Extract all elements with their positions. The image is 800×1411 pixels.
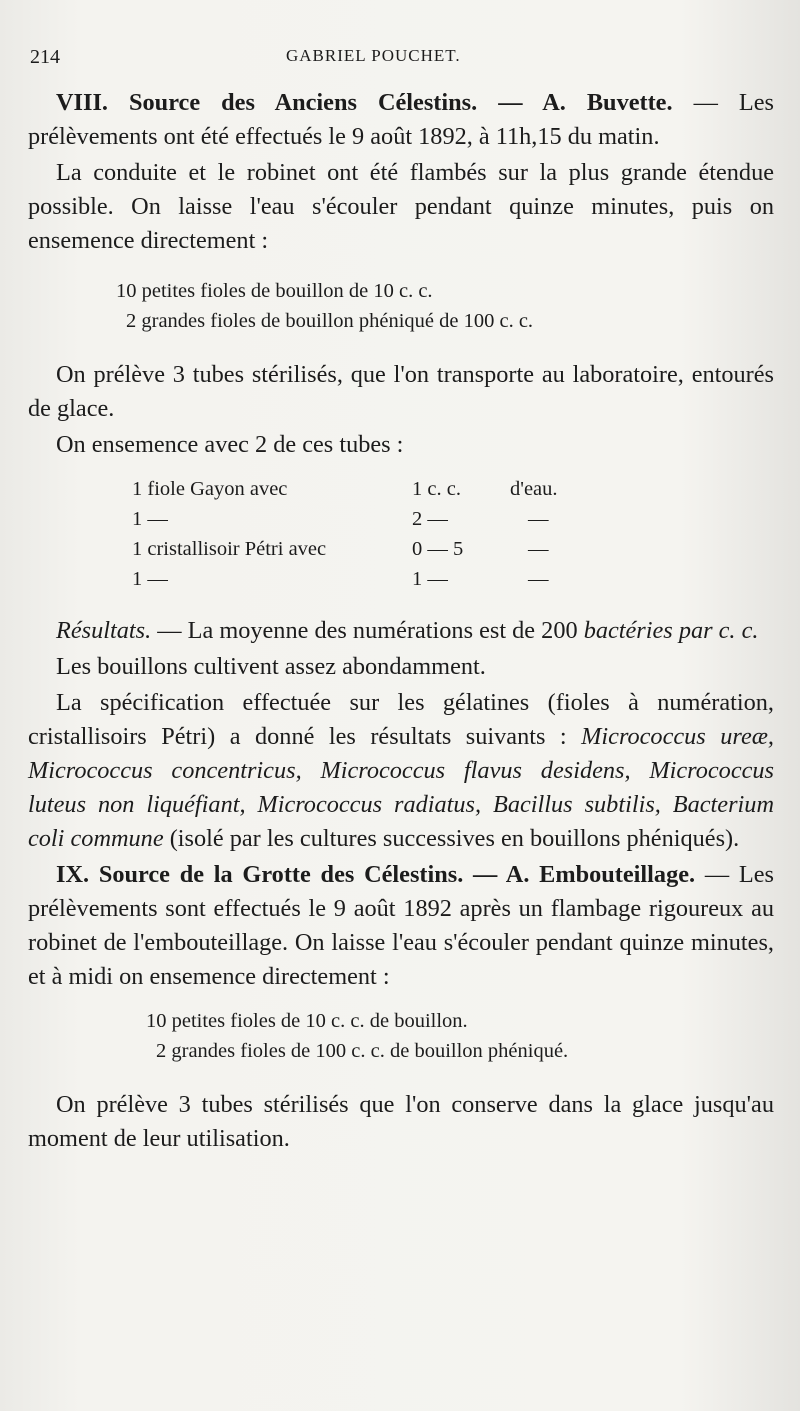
table-cell: 1 —: [132, 508, 168, 530]
list-item: 10 petites fioles de 10 c. c. de bouillon.: [146, 1010, 468, 1032]
table-cell: 1 —: [412, 568, 448, 590]
page-header: [28, 38, 774, 78]
table-cell: 1 fiole Gayon avec: [132, 478, 288, 500]
section-ix-text: — Les prélèvements sont effectués le 9 août 1892 après un flambage rigoureux au robinet de l'embouteillage. On laisse l'eau s'écouler pendant quinze minutes, et à midi on ensemence directement :: [28, 861, 774, 990]
table-cell: d'eau.: [510, 478, 558, 500]
table-cell: 1 cristallisoir Pétri avec: [132, 538, 327, 560]
section-ix: [28, 858, 774, 1156]
table-cell: 0 — 5: [412, 538, 464, 560]
section-viii: [28, 86, 774, 856]
specification-end: (isolé par les cultures successives en bouillons phéniqués).: [163, 825, 740, 852]
table-row: [28, 534, 774, 564]
paragraph-bouillons: Les bouillons cultivent assez abondamment.: [56, 653, 486, 680]
table-cell: —: [528, 568, 549, 590]
results-unit: bactéries par c. c.: [583, 617, 759, 644]
table-cell: —: [528, 538, 549, 560]
species-list: Micrococcus ureæ, Micrococcus concentricus, Micrococcus flavus desidens, Micrococcus luteus non liquéfiant, Micrococcus radiatus, Bacillus subtilis, Bacterium coli commune: [28, 723, 775, 852]
list-item: 10 petites fioles de bouillon de 10 c. c.: [116, 280, 433, 302]
running-title: GABRIEL POUCHET.: [286, 46, 461, 65]
section-ix-opening: [28, 858, 774, 994]
seeding-table: [28, 474, 774, 594]
page-number: 214: [30, 46, 60, 68]
table-cell: 1 c. c.: [412, 478, 461, 500]
seeding-list-viii: [116, 276, 774, 336]
section-viii-title: VIII. Source des Anciens Célestins. — A. Buvette.: [56, 89, 673, 116]
results-label: Résultats.: [56, 617, 152, 644]
paragraph-conservation: On prélève 3 tubes stérilisés que l'on conserve dans la glace jusqu'au moment de leur utilisation.: [28, 1091, 774, 1152]
list-item: 2 grandes fioles de bouillon phéniqué de 100 c. c.: [126, 310, 534, 332]
table-row: [28, 504, 774, 534]
paragraph-specification: [28, 686, 774, 856]
table-cell: 2 —: [412, 508, 448, 530]
table-row: [28, 474, 774, 504]
paragraph-prelevement: On prélève 3 tubes stérilisés, que l'on transporte au laboratoire, entourés de glace.: [28, 361, 774, 422]
table-row: [28, 564, 774, 594]
paragraph-conduite: La conduite et le robinet ont été flambés sur la plus grande étendue possible. On laisse l'eau s'écouler pendant quinze minutes, puis on ensemence directement :: [28, 159, 774, 254]
section-viii-opening: [28, 86, 774, 154]
table-cell: 1 —: [132, 568, 168, 590]
section-ix-title: IX. Source de la Grotte des Célestins. — A. Embouteillage.: [56, 861, 696, 888]
seeding-list-ix: [146, 1006, 774, 1066]
paragraph-resultats: [28, 614, 774, 648]
section-viii-intro: — Les prélèvements ont été effectués le 9 août 1892, à 11h,15 du matin.: [28, 89, 775, 150]
paragraph-ensemence: On ensemence avec 2 de ces tubes :: [56, 431, 404, 458]
specification-intro: La spécification effectuée sur les gélatines (fioles à numération, cristallisoirs Pétri) a donné les résultats suivants :: [28, 689, 774, 750]
list-item: 2 grandes fioles de 100 c. c. de bouillon phéniqué.: [156, 1040, 569, 1062]
results-text: — La moyenne des numérations est de 200: [151, 617, 584, 644]
table-cell: —: [528, 508, 549, 530]
